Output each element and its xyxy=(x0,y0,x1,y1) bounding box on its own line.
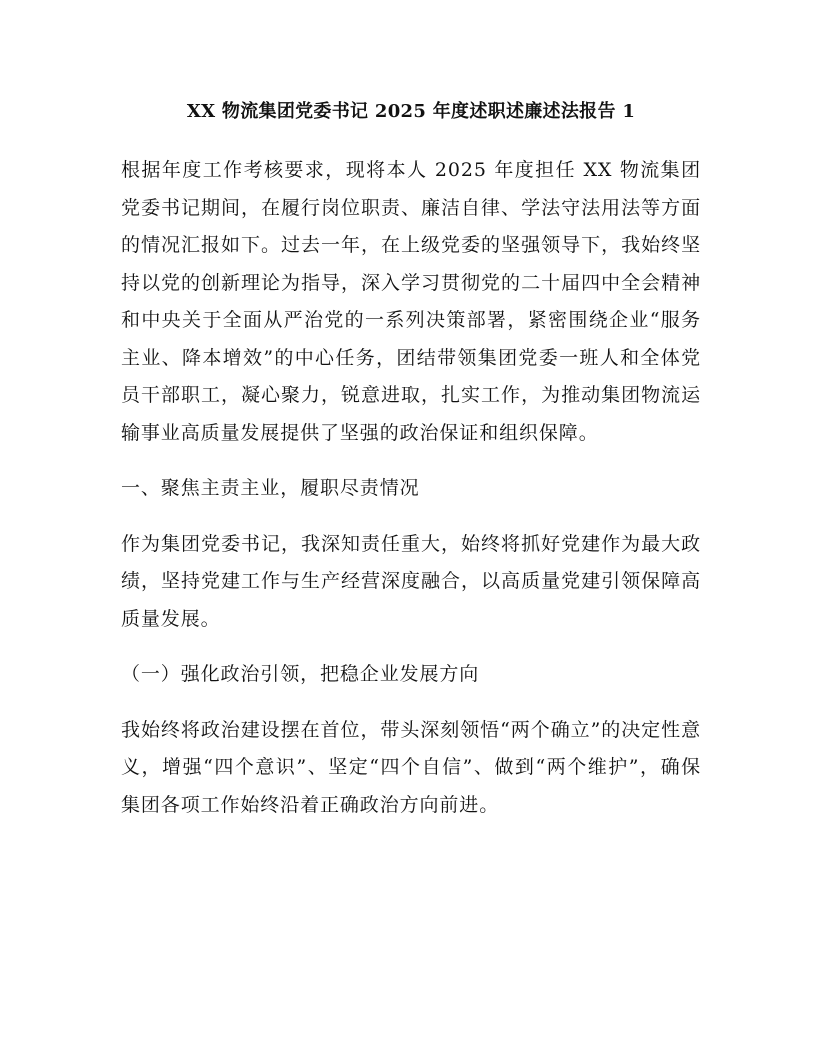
document-body xyxy=(121,96,701,824)
subsection-heading: （一）强化政治引领，把稳企业发展方向 xyxy=(121,663,480,685)
subsection-paragraph: 我始终将政治建设摆在首位，带头深刻领悟“两个确立”的决定性意义，增强“四个意识”、坚定“四个自信”、做到“两个维护”，确保集团各项工作始终沿着正确政治方向前进。 xyxy=(121,718,701,816)
section-heading: 一、聚焦主责主业，履职尽责情况 xyxy=(121,477,420,499)
intro-paragraph: 根据年度工作考核要求，现将本人 2025 年度担任 XX 物流集团党委书记期间，在履行岗位职责、廉洁自律、学法守法用法等方面的情况汇报如下。过去一年，在上级党委的坚强领导下，我始终坚持以党的创新理论为指导，深入学习贯彻党的二十届四中全会精神和中央关于全面从严治党的一系列决策部署，紧密围绕企业“服务主业、降本增效”的中心任务，团结带领集团党委一班人和全体党员干部职工，凝心聚力，锐意进取，扎实工作，为推动集团物流运输事业高质量发展提供了坚强的政治保证和组织保障。 xyxy=(121,159,702,444)
section-paragraph: 作为集团党委书记，我深知责任重大，始终将抓好党建作为最大政绩，坚持党建工作与生产经营深度融合，以高质量党建引领保障高质量发展。 xyxy=(121,532,701,630)
document-title: XX 物流集团党委书记 2025 年度述职述廉述法报告 1 xyxy=(186,101,636,122)
